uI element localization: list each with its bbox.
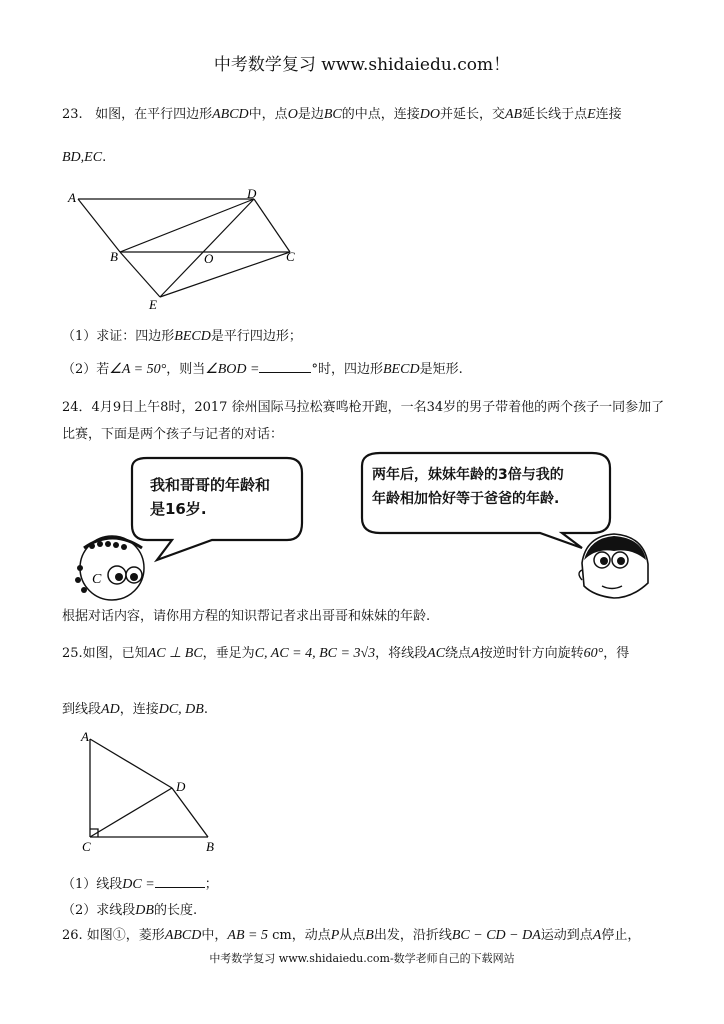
label-B: B xyxy=(110,249,118,264)
left-bubble-text: 我和哥哥的年龄和 是16岁. xyxy=(150,476,271,518)
q23-answer-blank xyxy=(259,361,311,373)
segment-DC xyxy=(254,199,290,252)
label-O: O xyxy=(204,251,214,266)
label-A: A xyxy=(68,190,76,205)
label-D: D xyxy=(176,779,186,794)
page-header: 中考数学复习 www.shidaiedu.com！ xyxy=(213,55,511,75)
label-C: C xyxy=(286,249,295,264)
q24-line3: 根据对话内容，请你用方程的知识帮记者求出哥哥和妹妹的年龄. xyxy=(62,609,431,624)
boy-face-icon xyxy=(579,534,648,598)
q23-part1: （1）求证：四边形BECD是平行四边形； xyxy=(62,329,302,344)
q25-line1: 25.如图，已知AC ⊥ BC，垂足为C, AC = 4, BC = 3√3，将线段AC绕点A按逆时针方向旋转60°，得 xyxy=(62,646,630,661)
segment-BD xyxy=(120,199,254,252)
segment-BE xyxy=(120,252,160,297)
q23-line2: BD,EC. xyxy=(62,150,107,165)
label-E: E xyxy=(149,297,157,310)
segment-AD xyxy=(90,739,172,788)
q23-parallelogram-figure xyxy=(60,185,310,310)
segment-DC xyxy=(90,788,172,837)
q23-number: 23. xyxy=(62,107,83,122)
label-D: D xyxy=(247,186,257,201)
page-footer: 中考数学复习 www.shidaiedu.com-数学老师自己的下载网站 xyxy=(209,952,515,965)
q26-line1: 26. 如图①，菱形ABCD中，AB = 5 cm，动点P从点B出发，沿折线BC − CD − DA运动到点A停止， xyxy=(62,928,641,943)
girl-face-icon xyxy=(75,536,144,600)
label-B: B xyxy=(206,839,214,854)
q24-line1: 24．4月9日上午8时，2017 徐州国际马拉松赛鸣枪开跑，一名34岁的男子带着他的两个孩子一同参加了 xyxy=(62,400,665,415)
q25-triangle-figure xyxy=(72,725,232,860)
q25-line2: 到线段AD，连接DC, DB. xyxy=(62,702,208,717)
segment-AB xyxy=(78,199,120,252)
q24-dialogue-illustration xyxy=(62,448,662,603)
q25-answer-blank xyxy=(155,876,205,888)
q25-part2: （2）求线段DB的长度. xyxy=(62,903,198,918)
label-A: A xyxy=(81,729,89,744)
segment-DB xyxy=(172,788,208,837)
segment-DE xyxy=(160,199,254,297)
q23-part2: （2）若∠A = 50°，则当∠BOD = °时，四边形BECD是矩形. xyxy=(62,362,463,377)
q24-line2: 比赛，下面是两个孩子与记者的对话： xyxy=(62,427,284,442)
q25-part1: （1）线段DC = ； xyxy=(62,877,218,892)
label-C: C xyxy=(82,839,91,854)
svg-text:C: C xyxy=(92,572,102,587)
q23-line1: 23. 如图，在平行四边形ABCD中，点O是边BC的中点，连接DO并延长，交AB延长线于点E连接 xyxy=(62,107,622,122)
segment-EC xyxy=(160,252,290,297)
right-bubble-text: 两年后，妹妹年龄的3倍与我的 年龄相加恰好等于爸爸的年龄. xyxy=(372,467,564,507)
